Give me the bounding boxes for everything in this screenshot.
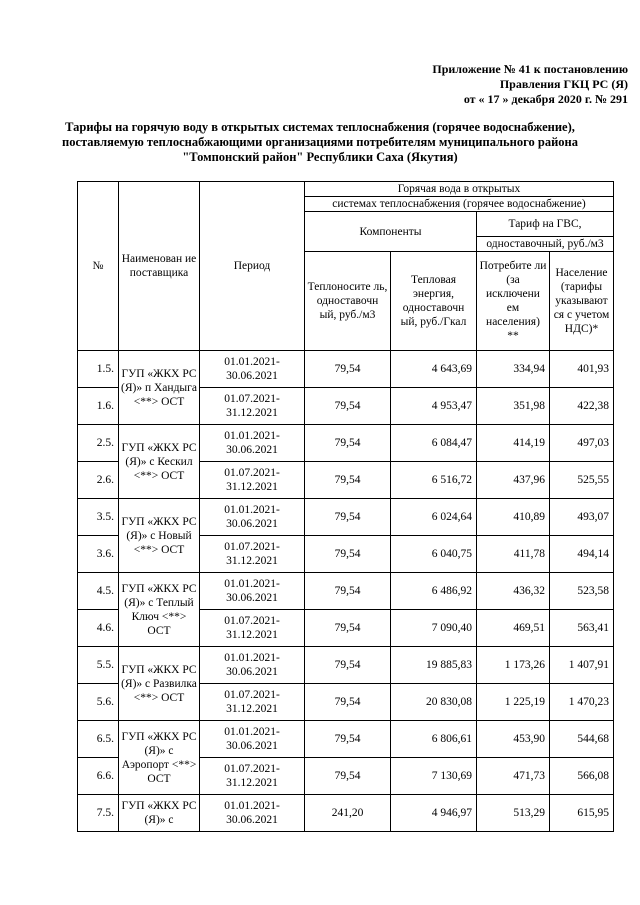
- row-number: 6.6.: [78, 758, 119, 795]
- row-number: 7.5.: [78, 795, 119, 832]
- carrier-tariff: 79,54: [305, 351, 391, 388]
- consumers-tariff: 471,73: [477, 758, 550, 795]
- consumers-tariff: 1 225,19: [477, 684, 550, 721]
- consumers-tariff: 334,94: [477, 351, 550, 388]
- population-tariff: 563,41: [550, 610, 614, 647]
- supplier-name: ГУП «ЖКХ РС (Я)» с Аэропорт <**> ОСТ: [119, 721, 200, 795]
- period: 01.01.2021-30.06.2021: [200, 795, 305, 832]
- table-row: [78, 721, 614, 758]
- period: 01.01.2021-30.06.2021: [200, 573, 305, 610]
- supplier-name: ГУП «ЖКХ РС (Я)» п Хандыга <**> ОСТ: [119, 351, 200, 425]
- population-tariff: 1 470,23: [550, 684, 614, 721]
- population-tariff: 497,03: [550, 425, 614, 462]
- energy-tariff: 6 486,92: [391, 573, 477, 610]
- population-tariff: 401,93: [550, 351, 614, 388]
- energy-tariff: 6 806,61: [391, 721, 477, 758]
- title-line-3: "Томпонский район" Республики Саха (Якутия): [182, 150, 458, 164]
- supplier-name: ГУП «ЖКХ РС (Я)» с Кескил <**> ОСТ: [119, 425, 200, 499]
- supplier-name: ГУП «ЖКХ РС (Я)» с Новый <**> ОСТ: [119, 499, 200, 573]
- table-row: [78, 573, 614, 610]
- consumers-tariff: 1 173,26: [477, 647, 550, 684]
- energy-tariff: 6 040,75: [391, 536, 477, 573]
- row-number: 2.5.: [78, 425, 119, 462]
- title-line-1: Тарифы на горячую воду в открытых системах теплоснабжения (горячее водоснабжение),: [65, 120, 575, 134]
- energy-tariff: 19 885,83: [391, 647, 477, 684]
- supplier-name: ГУП «ЖКХ РС (Я)» с Развилка <**> ОСТ: [119, 647, 200, 721]
- header-period: Период: [200, 182, 305, 351]
- consumers-tariff: 436,32: [477, 573, 550, 610]
- appendix-header: [432, 62, 628, 107]
- carrier-tariff: 79,54: [305, 647, 391, 684]
- period: 01.07.2021-31.12.2021: [200, 684, 305, 721]
- carrier-tariff: 79,54: [305, 462, 391, 499]
- consumers-tariff: 414,19: [477, 425, 550, 462]
- period: 01.01.2021-30.06.2021: [200, 425, 305, 462]
- title-line-2: поставляемую теплоснабжающими организациями потребителям муниципального района: [62, 135, 578, 149]
- row-number: 4.5.: [78, 573, 119, 610]
- carrier-tariff: 79,54: [305, 721, 391, 758]
- population-tariff: 422,38: [550, 388, 614, 425]
- supplier-name: ГУП «ЖКХ РС (Я)» с Теплый Ключ <**> ОСТ: [119, 573, 200, 647]
- consumers-tariff: 437,96: [477, 462, 550, 499]
- row-number: 3.5.: [78, 499, 119, 536]
- energy-tariff: 20 830,08: [391, 684, 477, 721]
- energy-tariff: 4 946,97: [391, 795, 477, 832]
- population-tariff: 615,95: [550, 795, 614, 832]
- population-tariff: 494,14: [550, 536, 614, 573]
- row-number: 6.5.: [78, 721, 119, 758]
- period: 01.07.2021-31.12.2021: [200, 388, 305, 425]
- table-row: [78, 499, 614, 536]
- carrier-tariff: 79,54: [305, 758, 391, 795]
- row-number: 5.5.: [78, 647, 119, 684]
- table-row: [78, 351, 614, 388]
- period: 01.01.2021-30.06.2021: [200, 499, 305, 536]
- table-row: [78, 647, 614, 684]
- table-row: [78, 795, 614, 832]
- header-group-line2: системах теплоснабжения (горячее водоснабжение): [305, 197, 614, 212]
- carrier-tariff: 241,20: [305, 795, 391, 832]
- energy-tariff: 4 643,69: [391, 351, 477, 388]
- period: 01.07.2021-31.12.2021: [200, 610, 305, 647]
- population-tariff: 566,08: [550, 758, 614, 795]
- tariff-table: [77, 181, 614, 832]
- population-tariff: 523,58: [550, 573, 614, 610]
- energy-tariff: 4 953,47: [391, 388, 477, 425]
- header-group-line1: Горячая вода в открытых: [305, 182, 614, 197]
- consumers-tariff: 469,51: [477, 610, 550, 647]
- energy-tariff: 6 516,72: [391, 462, 477, 499]
- population-tariff: 493,07: [550, 499, 614, 536]
- header-carrier: Теплоносите ль, одноставочн ый, руб./м3: [305, 252, 391, 351]
- row-number: 5.6.: [78, 684, 119, 721]
- carrier-tariff: 79,54: [305, 610, 391, 647]
- consumers-tariff: 513,29: [477, 795, 550, 832]
- header-energy: Тепловая энергия, одноставочн ый, руб./Гкал: [391, 252, 477, 351]
- row-number: 4.6.: [78, 610, 119, 647]
- population-tariff: 1 407,91: [550, 647, 614, 684]
- consumers-tariff: 351,98: [477, 388, 550, 425]
- population-tariff: 544,68: [550, 721, 614, 758]
- header-population: Население (тарифы указывают ся с учетом НДС)*: [550, 252, 614, 351]
- period: 01.07.2021-31.12.2021: [200, 758, 305, 795]
- energy-tariff: 6 024,64: [391, 499, 477, 536]
- header-components: Компоненты: [305, 212, 477, 252]
- header-consumers: Потребите ли (за исключени ем населения) **: [477, 252, 550, 351]
- period: 01.01.2021-30.06.2021: [200, 721, 305, 758]
- row-number: 2.6.: [78, 462, 119, 499]
- header-tariff-line2: одноставочный, руб./м3: [477, 237, 614, 252]
- header-no: №: [78, 182, 119, 351]
- appendix-authority: Правления ГКЦ РС (Я): [499, 77, 628, 91]
- consumers-tariff: 453,90: [477, 721, 550, 758]
- period: 01.07.2021-31.12.2021: [200, 462, 305, 499]
- period: 01.01.2021-30.06.2021: [200, 351, 305, 388]
- row-number: 3.6.: [78, 536, 119, 573]
- energy-tariff: 7 090,40: [391, 610, 477, 647]
- energy-tariff: 6 084,47: [391, 425, 477, 462]
- supplier-name: ГУП «ЖКХ РС (Я)» с: [119, 795, 200, 832]
- header-supplier: Наименован ие поставщика: [119, 182, 200, 351]
- consumers-tariff: 411,78: [477, 536, 550, 573]
- energy-tariff: 7 130,69: [391, 758, 477, 795]
- carrier-tariff: 79,54: [305, 684, 391, 721]
- appendix-number: Приложение № 41 к постановлению: [432, 62, 628, 76]
- carrier-tariff: 79,54: [305, 499, 391, 536]
- consumers-tariff: 410,89: [477, 499, 550, 536]
- period: 01.07.2021-31.12.2021: [200, 536, 305, 573]
- carrier-tariff: 79,54: [305, 573, 391, 610]
- table-row: [78, 425, 614, 462]
- period: 01.01.2021-30.06.2021: [200, 647, 305, 684]
- carrier-tariff: 79,54: [305, 425, 391, 462]
- document-title: [60, 120, 580, 165]
- row-number: 1.5.: [78, 351, 119, 388]
- carrier-tariff: 79,54: [305, 388, 391, 425]
- carrier-tariff: 79,54: [305, 536, 391, 573]
- header-tariff-line1: Тариф на ГВС,: [477, 212, 614, 237]
- appendix-date: от « 17 » декабря 2020 г. № 291: [463, 92, 628, 106]
- population-tariff: 525,55: [550, 462, 614, 499]
- row-number: 1.6.: [78, 388, 119, 425]
